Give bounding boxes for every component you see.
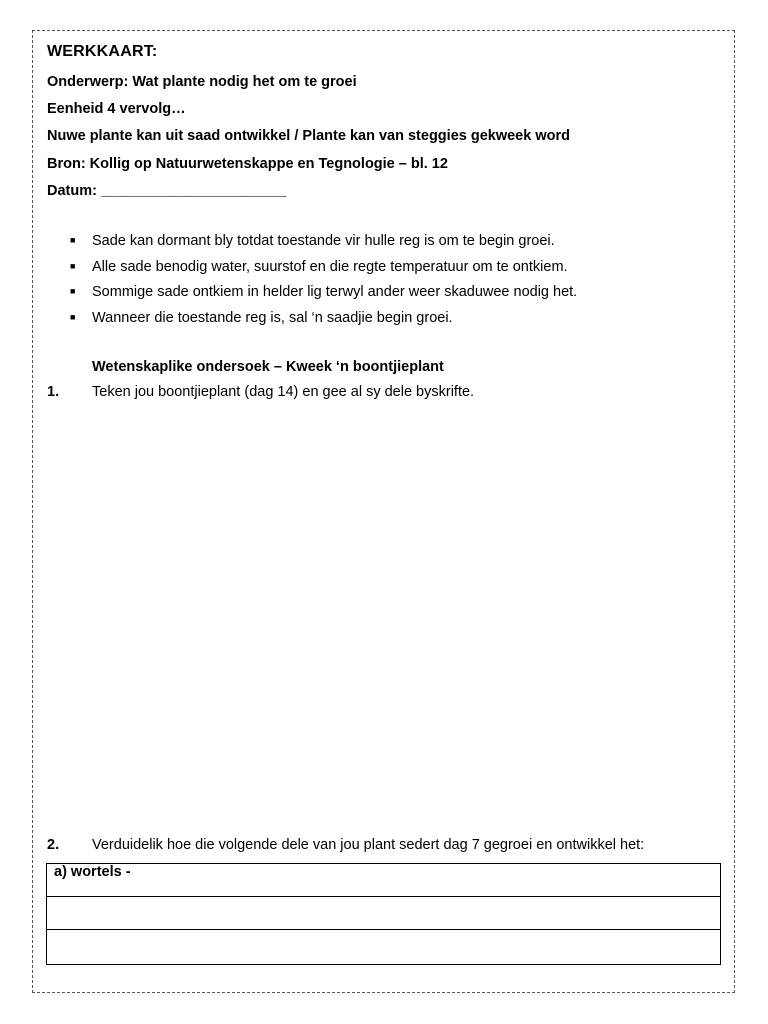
question-2-number: 2.	[47, 837, 60, 853]
table-row[interactable]	[47, 897, 720, 930]
bullet-item	[70, 259, 568, 275]
table-row[interactable]	[47, 930, 720, 964]
bullet-icon: ■	[70, 312, 76, 322]
investigation-heading: Wetenskaplike ondersoek – Kweek ‘n boontjieplant	[92, 359, 444, 375]
subtitle-line: Nuwe plante kan uit saad ontwikkel / Plante kan van steggies gekweek word	[47, 128, 570, 144]
question-2-text: Verduidelik hoe die volgende dele van jou plant sedert dag 7 gegroei en ontwikkel het:	[92, 837, 645, 853]
table-row[interactable]	[47, 864, 720, 897]
question-1-text: Teken jou boontjieplant (dag 14) en gee al sy dele byskrifte.	[92, 384, 475, 400]
bullet-text: Alle sade benodig water, suurstof en die regte temperatuur om te ontkiem.	[92, 259, 568, 275]
question-1-number: 1.	[47, 384, 60, 400]
bullet-item	[70, 310, 453, 326]
row-label-wortels: a) wortels -	[54, 864, 131, 880]
topic-line: Onderwerp: Wat plante nodig het om te groei	[47, 74, 357, 90]
unit-line: Eenheid 4 vervolg…	[47, 101, 186, 117]
bullet-item	[70, 284, 577, 300]
bullet-icon: ■	[70, 261, 76, 271]
date-field[interactable]: Datum: _______________________	[47, 183, 287, 199]
bullet-text: Wanneer die toestande reg is, sal ‘n saadjie begin groei.	[92, 310, 453, 326]
source-line: Bron: Kollig op Natuurwetenskappe en Tegnologie – bl. 12	[47, 156, 448, 172]
bullet-icon: ■	[70, 286, 76, 296]
bullet-text: Sade kan dormant bly totdat toestande vir hulle reg is om te begin groei.	[92, 233, 555, 249]
bullet-icon: ■	[70, 235, 76, 245]
answer-table	[46, 863, 721, 965]
bullet-text: Sommige sade ontkiem in helder lig terwyl ander weer skaduwee nodig het.	[92, 284, 578, 300]
bullet-item	[70, 233, 555, 249]
worksheet-title: WERKKAART:	[47, 43, 158, 60]
